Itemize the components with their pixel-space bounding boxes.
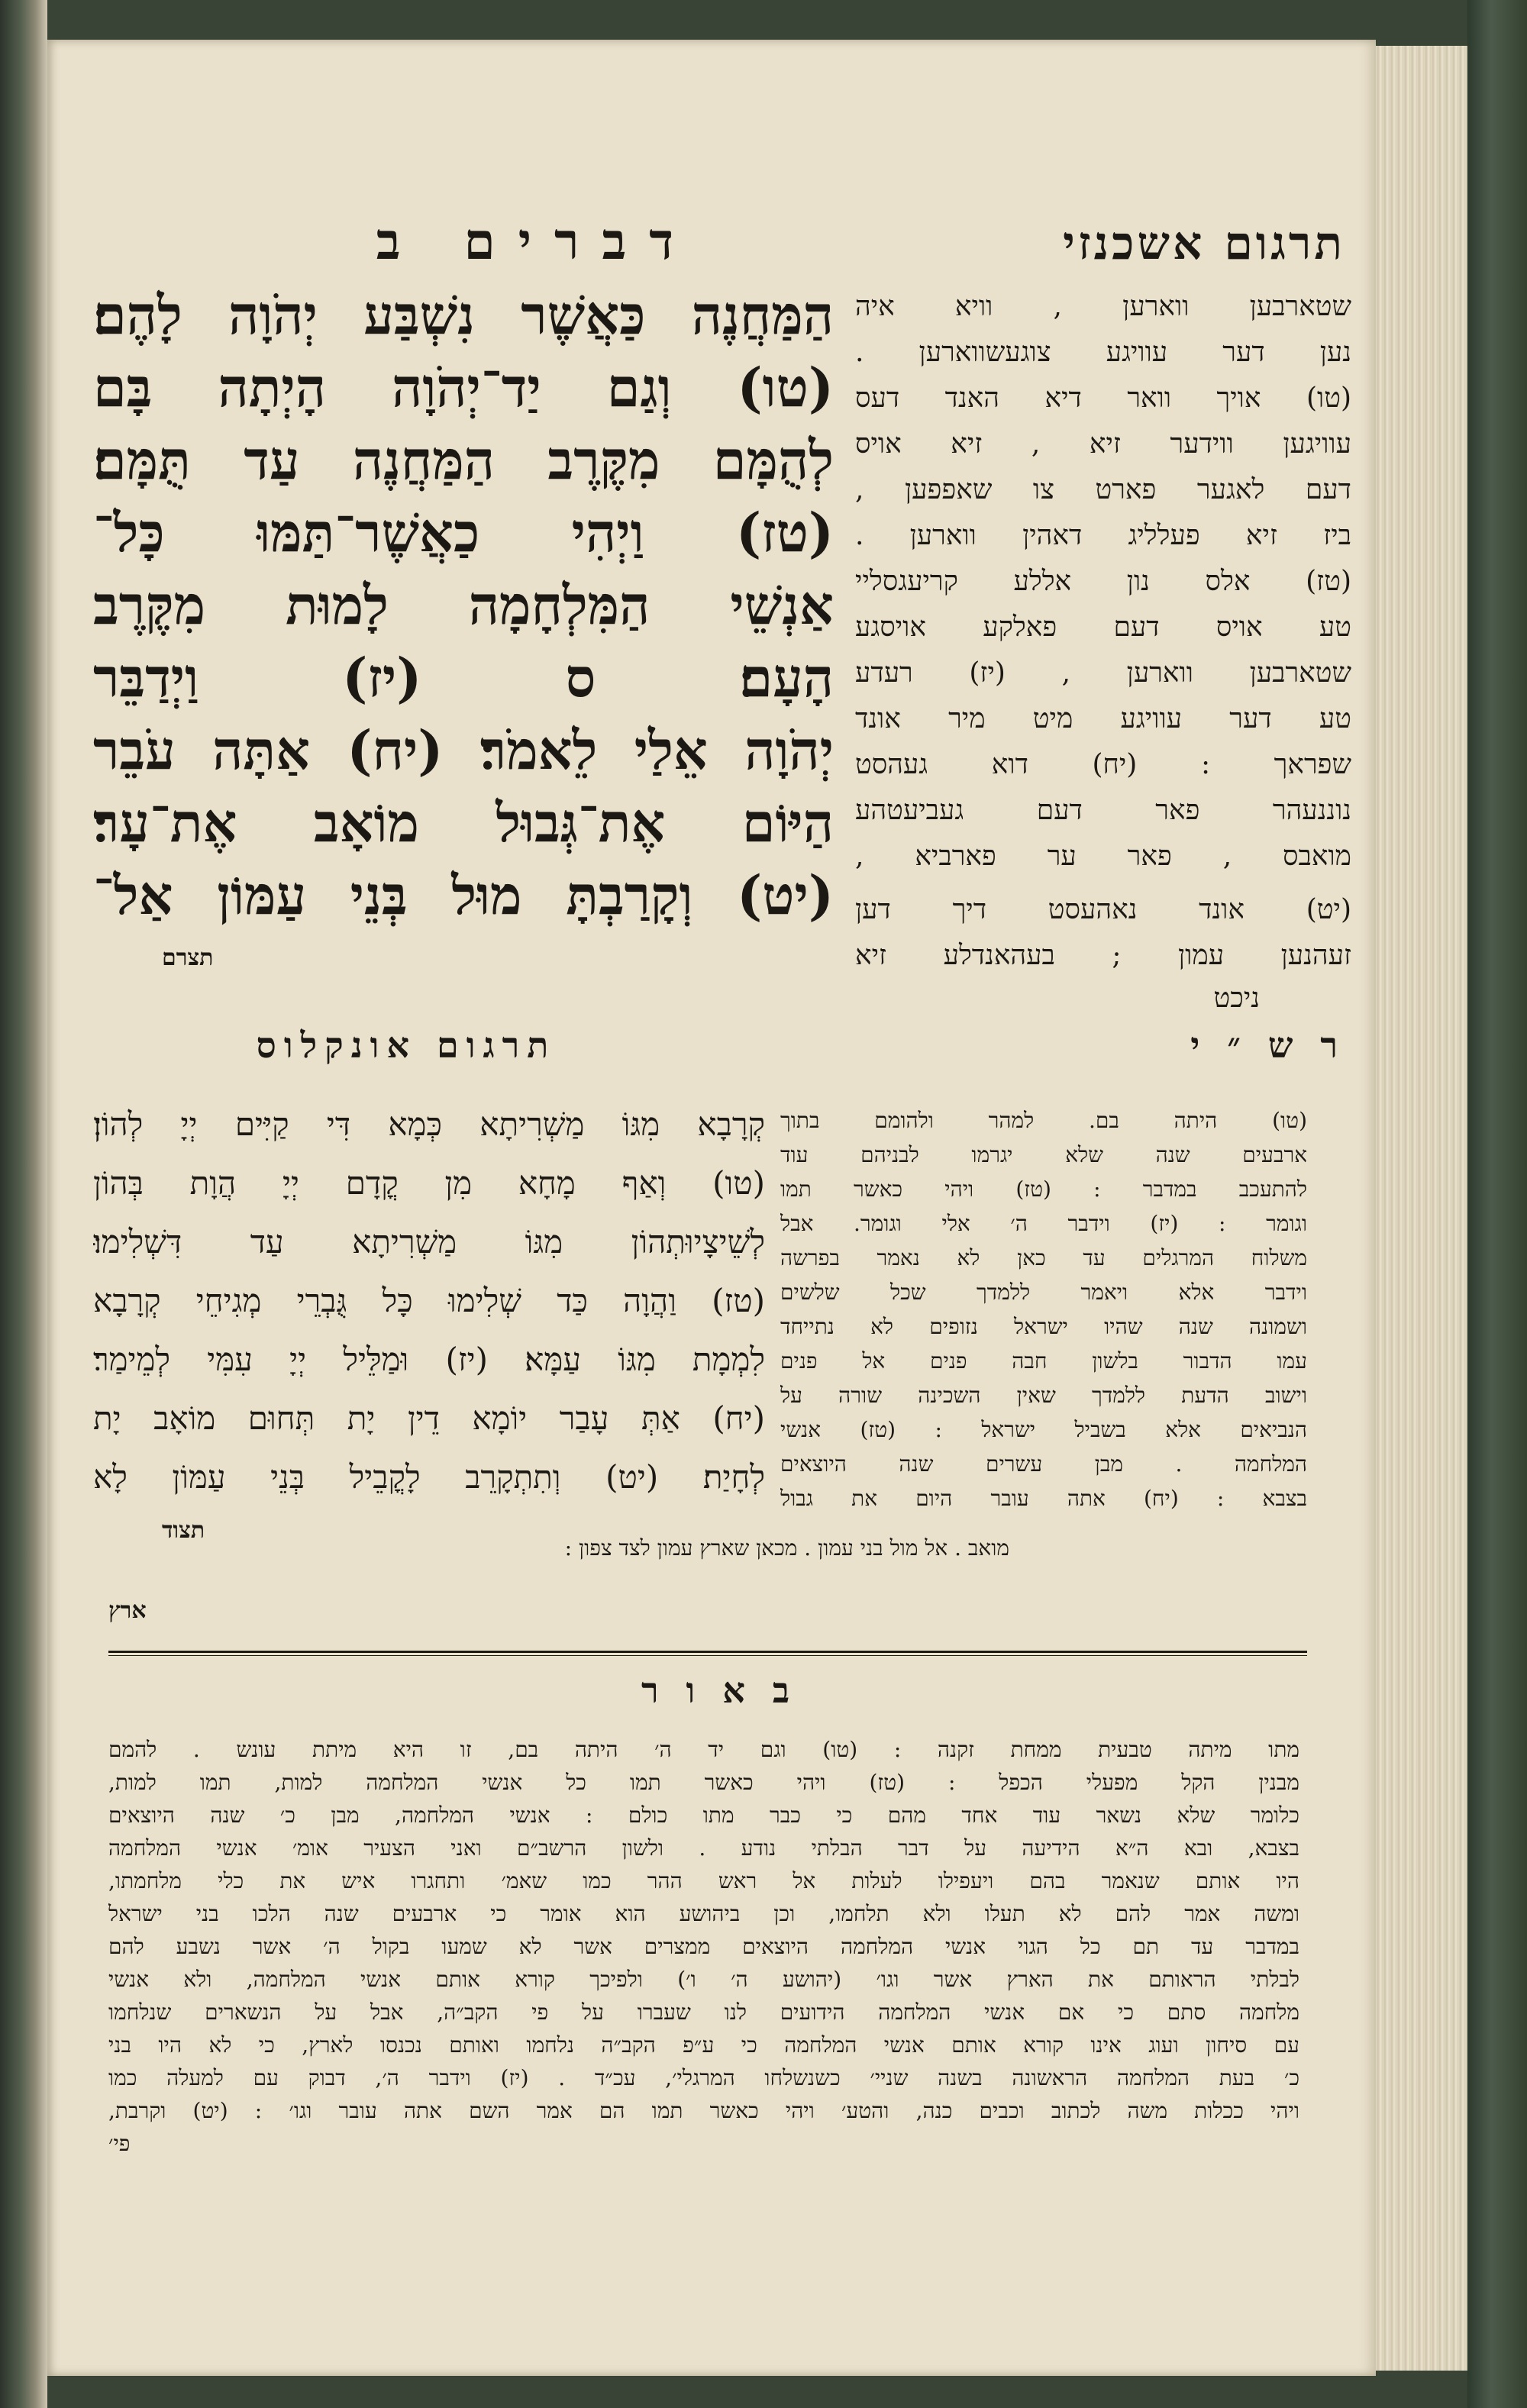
ashkenazi-line: ביז זיא פעלליג דאהין ווארען . — [855, 520, 1351, 551]
rashi-header: ר ש ״ י — [1190, 1025, 1345, 1066]
biur-line: ויהי ככלות משה לכתוב וכבים כנה, והטע׳ ויהי כאשר תמו הם אמר השם אתה עובר וגו׳ : (יט) וקרבת, — [108, 2098, 1299, 2123]
biur-line: לבלתי הראותם את הארץ אשר וגו׳ (יהושע ה׳ ו׳) ולפיכך קורא אותם אנשי המלחמה, ולא אנשי — [108, 1967, 1299, 1992]
biur-line: כ׳ בעת המלחמה הראשונה בשנה שניי׳ כשנשלחו המרגלי׳, עכ״ד . (יז) וידבר ה׳, דבוק עם למעלה כמו — [108, 2065, 1299, 2090]
ashkenazi-line: (יט) אונד נאהעסט דיך דען — [855, 894, 1351, 925]
divider-rule-thin — [108, 1655, 1307, 1656]
onkelos-header: תרגום אונקלוס — [256, 1025, 557, 1066]
biur-line: היו אותם שנאמר בהם ויעפילו לעלות אל ראש ההר כמו שאמ׳ ותחגרו איש את כלי מלחמתו, — [108, 1868, 1299, 1893]
ashkenazi-line: דעם לאגער פארט צו שאפפען , — [855, 474, 1351, 505]
onkelos-catchword: תצוד — [162, 1517, 205, 1544]
ashkenazi-line: שטארבען ווארען , וויא איה — [855, 291, 1351, 322]
ashkenazi-line: (טז) אלס נון אללע קריעגסליי — [855, 566, 1351, 597]
onkelos-line: לִמְמָת מִגּוֹ עַמָּא׃ (יז) וּמַלֵּיל יְיָ עִמִּי לְמֵימַר׃ — [93, 1341, 765, 1378]
rashi-line: משלוח המרגלים עד כאן לא נאמר בפרשה — [780, 1245, 1307, 1270]
biur-header: ב א ו ר — [641, 1670, 798, 1711]
biur-line: עם סיחון ועוג אינו קורא אותם אנשי המלחמה כי ע״פ הקב״ה נלחמו ואותם נכנסו לארץ, כי לא היו בני — [108, 2032, 1299, 2058]
column-title-targum-ashkenazi: תרגום אשכנזי — [1063, 217, 1345, 270]
page-title-devarim: דברים ב — [376, 211, 696, 271]
chumash-catchword: תצרם — [162, 944, 214, 971]
rashi-line: ארבעים שנה שלא יגרמו לבניהם עוד — [780, 1142, 1307, 1167]
divider-rule — [108, 1651, 1307, 1653]
ashkenazi-line: טע דער עוויגע מיט מיר אונד — [855, 703, 1351, 734]
rashi-line: המלחמה . מבן עשרים שנה היוצאים — [780, 1451, 1307, 1477]
chumash-line: לְהֻמָּם מִקֶּרֶב הַמַּחֲנֶה עַד תֻּמָּם׃ — [93, 428, 834, 492]
rashi-line: בצבא : (יח) אתה עובר היום את גבול — [780, 1486, 1307, 1511]
ashkenazi-line: (טו) אויך וואר דיא האנד דעס — [855, 383, 1351, 414]
page-stack-edges — [1376, 46, 1467, 2371]
book-cover-edge — [1467, 0, 1527, 2408]
ashkenazi-line: טע אויס דעם פאלקע אויסגע — [855, 612, 1351, 643]
rashi-line: ושמונה שנה שהיו ישראל נזופים לא נתייחד — [780, 1314, 1307, 1339]
biur-line: פי׳ — [108, 2131, 131, 2156]
ashkenazi-line: זעהנען עמון ; בעהאנדלע זיא — [855, 940, 1351, 971]
page-catchword: ארץ — [108, 1597, 147, 1624]
biur-line: ומשה אמר להם לא תעלו ולא תלחמו, וכן ביהושע הוא אומר כי ארבעים שנה הלכו בני ישראל — [108, 1901, 1299, 1926]
chumash-line: הָעָם׃ ס (יז) וַיְדַבֵּר — [93, 646, 834, 709]
biur-line: מבנין הקל מפעלי הכפל : (טז) ויהי כאשר תמו כל אנשי המלחמה למות, תמו למות, — [108, 1770, 1299, 1795]
rashi-line: וישוב הדעת ללמדך שאין השכינה שורה על — [780, 1383, 1307, 1408]
biur-line: כלומר שלא נשאר עוד אחד מהם כי כבר מתו כולם : אנשי המלחמה, מבן כ׳ שנה היוצאים — [108, 1803, 1299, 1828]
ashkenazi-line: נוננעהר פאר דעם געביעטהע — [855, 795, 1351, 826]
onkelos-line: לְשֵׁיצָיוּתְהוֹן מִגּוֹ מַשְׁרִיתָא עַד דִּשְׁלִימוּ׃ — [93, 1223, 765, 1260]
rashi-line: (טו) היתה בם. למהר ולהומם בתוך — [780, 1108, 1307, 1133]
rashi-line: וידבר אלא ויאמר ללמדך שכל שלשים — [780, 1280, 1307, 1305]
ashkenazi-line: נען דער עוויגע צוגעשווארען . — [855, 337, 1351, 368]
onkelos-line: (טז) וַהֲוָה כַּד שְׁלִימוּ כָּל גֻּבְרֵי מְגִיחֵי קְרָבָא — [93, 1282, 765, 1319]
chumash-line: הַיּוֹם אֶת־גְּבוּל מוֹאָב אֶת־עָר׃ — [93, 791, 834, 854]
chumash-line: הַמַּחֲנֶה כַּאֲשֶׁר נִשְׁבַּע יְהֹוָה לָהֶם׃ — [93, 283, 834, 347]
chumash-line: (טז) וַיְהִי כַאֲשֶׁר־תַּמּוּ כָּל־ — [93, 501, 834, 564]
biur-line: בצבא, ובא ה״א הידיעה על דבר הבלתי נודע . ולשון הרשב״ם ואני הצעיר אומ׳ אנשי המלחמה — [108, 1835, 1299, 1861]
ashkenazi-line: שטארבען ווארען , (יז) רעדע — [855, 657, 1351, 689]
onkelos-line: קְרָבָא מִגּוֹ מַשְׁרִיתָא כְּמָא דִּי קַיִּים יְיָ לְהוֹן׃ — [93, 1106, 765, 1143]
onkelos-line: (טו) וְאַף מָחָא מִן קֳדָם יְיָ הֲוָת בְּהוֹן — [93, 1164, 765, 1202]
onkelos-line: (יח) אַתְּ עָבַר יוֹמָא דֵין יָת תְּחוּם מוֹאָב יָת — [93, 1399, 765, 1437]
biur-line: מתו מיתה טבעית ממחת זקנה : (טו) וגם יד ה׳ היתה בם, זו היא מיתת עונש . להמם — [108, 1737, 1299, 1762]
rashi-last-line: מואב . אל מול בני עמון . מכאן שארץ עמון לצד צפון : — [564, 1535, 1009, 1561]
biur-line: במדבר עד תם כל הגוי אנשי המלחמה היוצאים ממצרים אשר לא שמעו בקול ה׳ אשר נשבע להם — [108, 1934, 1299, 1959]
ashkenazi-line: שפראך : (יח) דוא געהסט — [855, 749, 1351, 780]
chumash-line: (יט) וְקָרַבְתָּ מוּל בְּנֵי עַמּוֹן אַל־ — [93, 863, 834, 927]
book-spine-edge — [0, 0, 47, 2408]
ashkenazi-line: ניכט — [1213, 983, 1260, 1014]
chumash-line: אַנְשֵׁי הַמִּלְחָמָה לָמוּת מִקֶּרֶב — [93, 573, 834, 637]
onkelos-line: לְחָיַת׃ (יט) וְתִתְקָרֵב לָקֳבֵיל בְּנֵי עַמּוֹן לָא — [93, 1458, 765, 1496]
rashi-line: עמו הדבור בלשון חבה פנים אל פנים — [780, 1348, 1307, 1373]
rashi-line: הנביאים אלא בשביל ישראל : (טז) אנשי — [780, 1417, 1307, 1442]
chumash-line: (טו) וְגַם יַד־יְהֹוָה הָיְתָה בָּם — [93, 356, 834, 419]
book-page — [47, 40, 1376, 2376]
ashkenazi-line: עוויגען ווידער זיא , זיא אויס — [855, 428, 1351, 460]
rashi-line: וגומר : (יז) וידבר ה׳ אלי וגומר. אבל — [780, 1211, 1307, 1236]
ashkenazi-line: מואבס , פאר ער פארביא , — [855, 841, 1351, 872]
chumash-line: יְהֹוָה אֵלַי לֵאמֹר׃ (יח) אַתָּה עֹבֵר — [93, 718, 834, 782]
rashi-line: להתעכב במדבר : (טז) ויהי כאשר תמו — [780, 1177, 1307, 1202]
biur-line: מלחמה סתם כי אם אנשי המלחמה הידועים לנו שעברו על פי הקב״ה, אבל על הנשארים שנלחמו — [108, 2000, 1299, 2025]
